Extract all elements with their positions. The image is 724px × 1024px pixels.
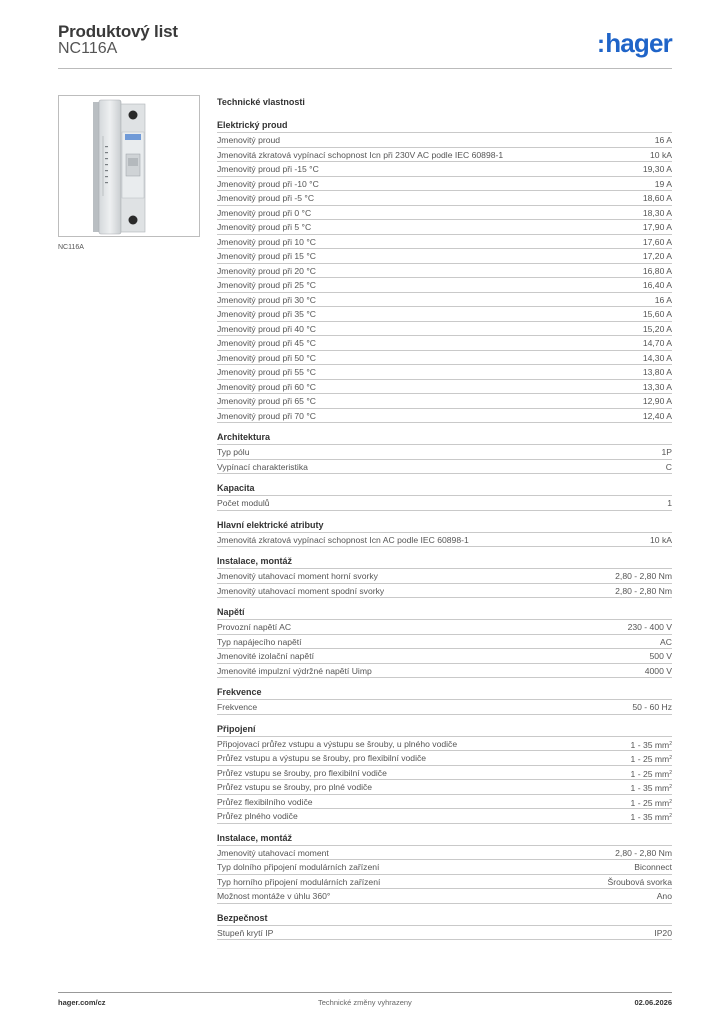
spec-value	[643, 235, 672, 249]
spec-value-text: 15,60 A	[642, 309, 672, 319]
spec-value-text: 1	[667, 498, 672, 508]
section-heading: Připojení	[217, 723, 256, 734]
spec-row	[217, 277, 672, 292]
spec-row	[217, 205, 672, 220]
spec-row	[217, 634, 672, 649]
section-heading: Instalace, montáž	[217, 556, 293, 566]
spec-row	[217, 408, 672, 424]
spec-row	[217, 888, 672, 904]
spec-value-text: 19,30 A	[642, 164, 672, 174]
spec-value	[631, 737, 672, 751]
spec-row	[217, 248, 672, 263]
spec-value-text: Ano	[656, 891, 672, 901]
spec-section	[217, 482, 672, 511]
spec-label: Jmenovitý utahovací moment horní svorky	[217, 571, 378, 581]
spec-value	[643, 336, 672, 350]
spec-row	[217, 306, 672, 321]
spec-label: Jmenovitý proud při 0 °C	[217, 207, 312, 218]
spec-label: Jmenovitý proud při 70 °C	[217, 410, 316, 421]
spec-value	[643, 380, 672, 394]
footer-website-link[interactable]: hager.com/cz	[58, 998, 106, 1007]
spec-section	[217, 555, 672, 598]
spec-value-text: Biconnect	[634, 862, 672, 872]
spec-value	[643, 365, 672, 379]
spec-row	[217, 335, 672, 350]
spec-row	[217, 808, 672, 824]
spec-label: Jmenovitý utahovací moment	[217, 847, 329, 858]
spec-label: Jmenovitý proud při 5 °C	[217, 222, 312, 232]
spec-value	[643, 322, 672, 336]
spec-value-text: Šroubová svorka	[607, 876, 672, 887]
spec-label: Typ pólu	[217, 447, 250, 457]
spec-section	[217, 606, 672, 678]
spec-label: Jmenovitý proud při 30 °C	[217, 294, 316, 305]
unit-superscript: 2	[669, 755, 672, 761]
spec-label: Jmenovitý proud při -15 °C	[217, 164, 319, 174]
spec-label: Jmenovitý proud při 35 °C	[217, 309, 316, 319]
spec-value	[655, 133, 672, 147]
spec-section	[217, 686, 672, 715]
spec-value	[632, 700, 672, 714]
spec-row	[217, 459, 672, 475]
spec-label: Průřez flexibilního vodiče	[217, 796, 313, 807]
spec-value-text: 4000 V	[644, 665, 672, 676]
unit-superscript: 2	[669, 798, 672, 805]
spec-value-text: 12,90 A	[642, 396, 672, 406]
spec-label: Vypínací charakteristika	[217, 461, 308, 472]
spec-row	[217, 648, 672, 663]
spec-row	[217, 845, 672, 860]
spec-value-text: 15,20 A	[642, 323, 672, 334]
spec-value	[608, 875, 673, 889]
section-heading: Architektura	[217, 432, 271, 442]
spec-value	[631, 751, 672, 765]
spec-value-text: 10 kA	[650, 149, 672, 160]
spec-value	[631, 795, 672, 809]
spec-value	[643, 206, 672, 220]
spec-value-text: 1P	[661, 447, 672, 457]
spec-label: Jmenovitá zkratová vypínací schopnost Icn AC podle IEC 60898-1	[217, 534, 469, 545]
section-heading: Frekvence	[217, 687, 262, 697]
spec-label: Jmenovitý proud při -10 °C	[217, 178, 319, 189]
spec-value	[631, 809, 672, 823]
spec-value-text: 1 - 35 mm	[630, 783, 670, 793]
product-image-caption: NC116A	[58, 244, 84, 251]
spec-row	[217, 444, 672, 459]
spec-label: Jmenovitá zkratová vypínací schopnost Icn při 230V AC podle IEC 60898-1	[217, 149, 504, 160]
footer-disclaimer: Technické změny vyhrazeny	[318, 998, 412, 1007]
spec-row	[217, 147, 672, 162]
spec-value-text: 18,30 A	[642, 207, 672, 218]
specs-title: Technické vlastnosti	[217, 97, 305, 107]
spec-row	[217, 532, 672, 548]
spec-label: Stupeň krytí IP	[217, 927, 274, 938]
spec-row	[217, 699, 672, 715]
technical-specs	[217, 95, 672, 948]
spec-value-text: 13,80 A	[642, 367, 672, 377]
spec-label: Možnost montáže v úhlu 360°	[217, 891, 331, 901]
spec-value	[655, 293, 672, 307]
spec-row	[217, 736, 672, 751]
spec-value	[628, 620, 672, 634]
spec-section	[217, 912, 672, 941]
spec-value	[661, 445, 672, 459]
spec-value-text: 2,80 - 2,80 Nm	[615, 585, 672, 596]
spec-value-text: 500 V	[649, 651, 672, 661]
spec-value	[655, 177, 672, 191]
spec-label: Jmenovitý proud při 65 °C	[217, 396, 316, 406]
spec-row	[217, 859, 672, 874]
spec-row	[217, 619, 672, 634]
spec-value-text: C	[665, 461, 672, 472]
spec-value-text: 1 - 35 mm	[630, 812, 670, 822]
hager-logo[interactable]	[597, 28, 672, 59]
spec-value	[615, 846, 672, 860]
logo-text: hager	[605, 28, 672, 58]
section-heading: Napětí	[217, 607, 245, 617]
spec-value	[643, 249, 672, 263]
spec-label: Typ napájecího napětí	[217, 636, 302, 647]
spec-label: Jmenovité izolační napětí	[217, 651, 314, 661]
spec-value-text: 230 - 400 V	[627, 622, 672, 632]
spec-value-text: 17,60 A	[642, 236, 672, 247]
spec-value-text: 10 kA	[650, 534, 672, 545]
spec-value	[643, 394, 672, 408]
page-footer	[58, 998, 672, 1010]
spec-label: Jmenovitý proud	[217, 135, 281, 145]
spec-row	[217, 219, 672, 234]
spec-label: Provozní napětí AC	[217, 622, 292, 632]
spec-value-text: 17,90 A	[642, 222, 672, 232]
spec-row	[217, 583, 672, 599]
spec-value	[643, 162, 672, 176]
spec-value	[631, 780, 672, 794]
spec-label: Jmenovitý proud při 20 °C	[217, 265, 316, 276]
spec-label: Jmenovitý proud při -5 °C	[217, 193, 315, 203]
spec-value-text: 19 A	[654, 178, 672, 189]
spec-value	[650, 533, 672, 547]
spec-value-text: 1 - 25 mm	[630, 797, 670, 808]
spec-value	[645, 664, 672, 678]
spec-value	[643, 220, 672, 234]
spec-row	[217, 176, 672, 191]
section-heading: Kapacita	[217, 483, 255, 493]
spec-row	[217, 750, 672, 765]
unit-superscript: 2	[669, 784, 672, 790]
section-heading: Instalace, montáž	[217, 832, 293, 843]
spec-label: Jmenovitý utahovací moment spodní svorky	[217, 585, 385, 596]
logo-colon: :	[596, 31, 605, 58]
product-image	[58, 95, 200, 237]
spec-value-text: 2,80 - 2,80 Nm	[615, 571, 672, 581]
spec-label: Jmenovité impulzní výdržné napětí Uimp	[217, 665, 372, 676]
spec-value	[643, 191, 672, 205]
spec-row	[217, 132, 672, 147]
spec-value-text: 12,40 A	[642, 410, 672, 421]
spec-value	[667, 496, 672, 510]
spec-value-text: 16,80 A	[642, 265, 672, 276]
spec-label: Typ horního připojení modulárních zařízení	[217, 876, 381, 887]
spec-value-text: IP20	[654, 927, 672, 938]
spec-row	[217, 350, 672, 365]
footer-date: 02.06.2026	[634, 998, 672, 1007]
spec-label: Jmenovitý proud při 55 °C	[217, 367, 316, 377]
spec-label: Počet modulů	[217, 498, 270, 508]
spec-row	[217, 263, 672, 278]
spec-value	[660, 635, 672, 649]
spec-value-text: 14,70 A	[642, 338, 672, 348]
spec-row	[217, 364, 672, 379]
spec-row	[217, 379, 672, 394]
spec-label: Průřez vstupu a výstupu se šrouby, pro flexibilní vodiče	[217, 753, 427, 763]
spec-value	[650, 649, 672, 663]
spec-row	[217, 765, 672, 780]
page-header	[58, 22, 676, 70]
spec-label: Jmenovitý proud při 25 °C	[217, 280, 316, 290]
spec-label: Jmenovitý proud při 40 °C	[217, 323, 316, 334]
spec-value-text: 1 - 25 mm	[630, 768, 670, 779]
spec-section	[217, 119, 672, 423]
spec-value-text: AC	[660, 636, 672, 647]
spec-section	[217, 832, 672, 904]
spec-value	[650, 148, 672, 162]
unit-superscript: 2	[669, 813, 672, 819]
spec-label: Připojovací průřez vstupu a výstupu se šrouby, u plného vodiče	[217, 738, 458, 749]
spec-label: Frekvence	[217, 702, 258, 712]
spec-value	[615, 584, 672, 598]
section-heading: Hlavní elektrické atributy	[217, 519, 324, 530]
spec-row	[217, 779, 672, 794]
section-heading: Bezpečnost	[217, 912, 268, 923]
spec-value-text: 13,30 A	[642, 381, 672, 392]
unit-superscript: 2	[669, 769, 672, 776]
spec-section	[217, 431, 672, 474]
spec-value-text: 1 - 35 mm	[630, 739, 670, 750]
spec-value-text: 2,80 - 2,80 Nm	[615, 847, 672, 858]
spec-row	[217, 495, 672, 511]
spec-value	[631, 766, 672, 780]
spec-row	[217, 925, 672, 941]
spec-row	[217, 568, 672, 583]
spec-value-text: 50 - 60 Hz	[632, 702, 672, 712]
spec-label: Jmenovitý proud při 60 °C	[217, 381, 316, 392]
circuit-breaker-image	[59, 96, 199, 236]
spec-value-text: 14,30 A	[642, 352, 672, 363]
spec-value-text: 1 - 25 mm	[630, 754, 670, 764]
spec-row	[217, 234, 672, 249]
spec-row	[217, 292, 672, 307]
spec-value	[643, 351, 672, 365]
spec-row	[217, 874, 672, 889]
spec-row	[217, 794, 672, 809]
section-heading: Elektrický proud	[217, 120, 288, 130]
spec-row	[217, 321, 672, 336]
spec-label: Průřez vstupu se šrouby, pro plné vodiče	[217, 782, 373, 792]
spec-value-text: 17,20 A	[642, 251, 672, 261]
spec-label: Průřez vstupu se šrouby, pro flexibilní vodiče	[217, 767, 387, 778]
spec-value	[643, 278, 672, 292]
spec-label: Jmenovitý proud při 15 °C	[217, 251, 316, 261]
spec-label: Jmenovitý proud při 45 °C	[217, 338, 316, 348]
spec-row	[217, 393, 672, 408]
footer-divider	[58, 992, 672, 993]
unit-superscript: 2	[669, 740, 672, 747]
spec-section	[217, 519, 672, 548]
spec-value	[615, 569, 672, 583]
spec-value	[666, 460, 672, 474]
spec-value	[657, 889, 672, 903]
spec-section	[217, 723, 672, 824]
spec-value-text: 16 A	[654, 135, 672, 145]
spec-label: Typ dolního připojení modulárních zařízení	[217, 862, 380, 872]
spec-value	[643, 307, 672, 321]
spec-label: Průřez plného vodiče	[217, 811, 298, 821]
spec-value-text: 18,60 A	[642, 193, 672, 203]
spec-value	[654, 926, 672, 940]
spec-label: Jmenovitý proud při 50 °C	[217, 352, 316, 363]
spec-row	[217, 663, 672, 679]
spec-value	[643, 409, 672, 423]
spec-value	[634, 860, 672, 874]
spec-row	[217, 190, 672, 205]
header-divider	[58, 68, 672, 69]
spec-sections	[217, 119, 672, 940]
spec-value-text: 16,40 A	[642, 280, 672, 290]
spec-label: Jmenovitý proud při 10 °C	[217, 236, 316, 247]
product-code: NC116A	[58, 40, 118, 57]
page-title: Produktový list	[58, 22, 178, 41]
spec-value	[643, 264, 672, 278]
spec-row	[217, 161, 672, 176]
spec-value-text: 16 A	[654, 294, 672, 305]
